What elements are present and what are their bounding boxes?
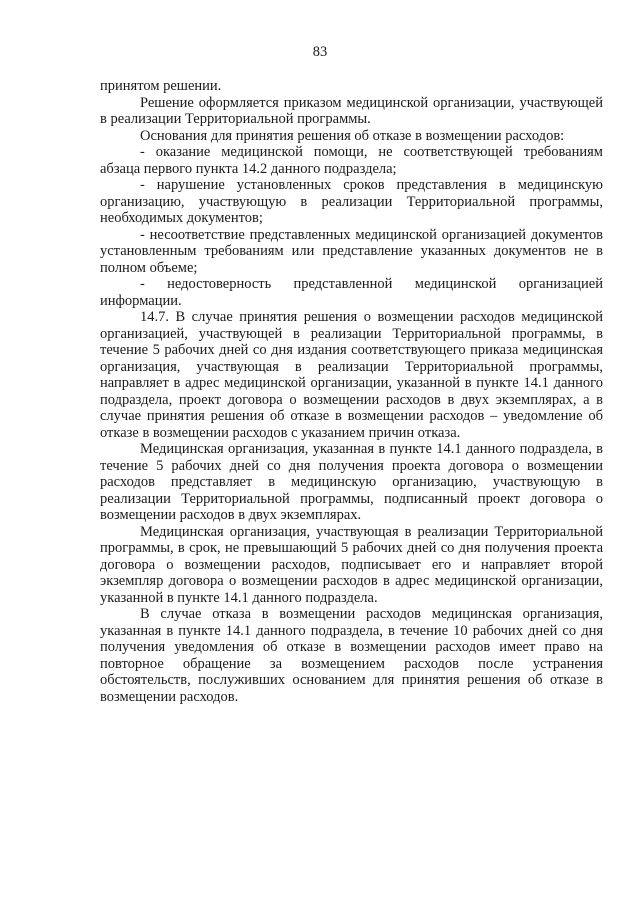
document-body (100, 78, 603, 705)
paragraph: Медицинская организация, участвующая в реализации Территориальной программы, в срок, не превышающий 5 рабочих дней со дня получения проекта договора о возмещении расходов, подписывает его и направляет второй экземпляр договора о возмещении расходов в адрес медицинской организации, указанной в пункте 14.1 данного подраздела. (100, 523, 603, 606)
list-item: - несоответствие представленных медицинской организацией документов установленным требованиям или представление указанных документов не в полном объеме; (100, 226, 603, 276)
paragraph: В случае отказа в возмещении расходов медицинская организация, указанная в пункте 14.1 данного подраздела, в течение 10 рабочих дней со дня получения уведомления об отказе в возмещении расходов имеет право на повторное обращение за возмещением расходов после устранения обстоятельств, послуживших основанием для принятия решения об отказе в возмещении расходов. (100, 606, 603, 705)
paragraph: принятом решении. (100, 78, 222, 94)
paragraph: Медицинская организация, указанная в пункте 14.1 данного подраздела, в течение 5 рабочих дней со дня получения проекта договора о возмещении расходов представляет в медицинскую организацию, участвующую в реализации Территориальной программы, подписанный проект договора о возмещении расходов в двух экземплярах. (100, 441, 603, 523)
paragraph: Решение оформляется приказом медицинской организации, участвующей в реализации Территориальной программы. (100, 94, 603, 127)
page-number: 83 (312, 44, 328, 60)
paragraph: Основания для принятия решения об отказе в возмещении расходов: (140, 127, 565, 144)
list-item: - нарушение установленных сроков представления в медицинскую организацию, участвующую в реализации Территориальной программы, необходимых документов; (100, 177, 603, 226)
list-item: - оказание медицинской помощи, не соответствующей требованиям абзаца первого пункта 14.2 данного подраздела; (100, 144, 603, 177)
list-item: - недостоверность представленной медицинской организацией информации. (100, 276, 603, 309)
paragraph: 14.7. В случае принятия решения о возмещении расходов медицинской организацией, участвующей в реализации Территориальной программы, в течение 5 рабочих дней со дня издания соответствующего приказа медицинская организация, участвующая в реализации Территориальной программы, направляет в адрес медицинской организации, указанной в пункте 14.1 данного подраздела, проект договора о возмещении расходов в двух экземплярах, а в случае принятия решения об отказе в возмещении расходов – уведомление об отказе в возмещении расходов с указанием причин отказа. (100, 309, 603, 441)
